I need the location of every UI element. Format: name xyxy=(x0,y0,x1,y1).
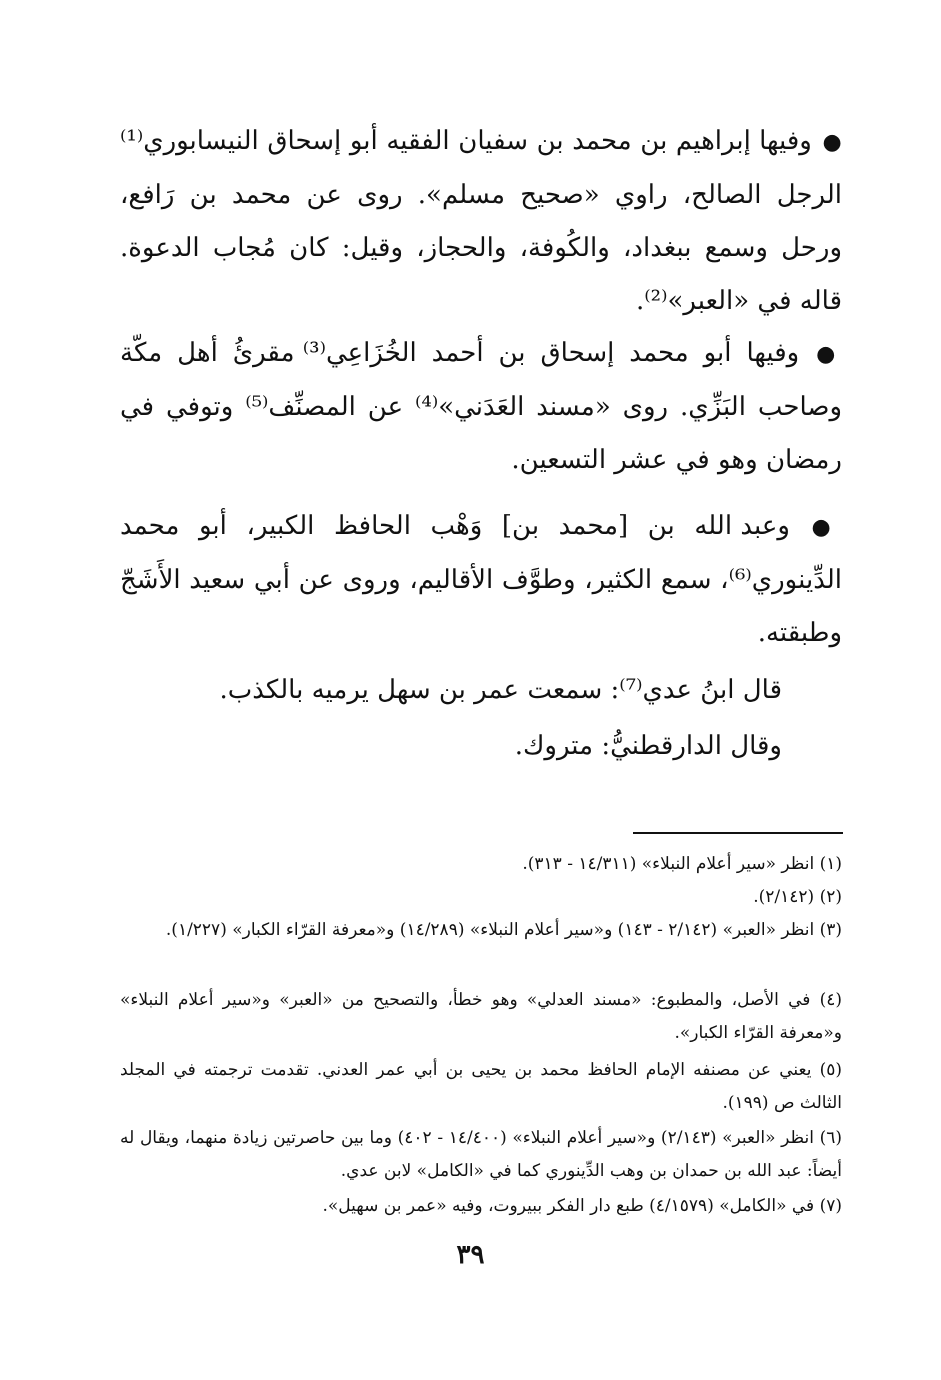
quote-daraqutni: وقال الدارقطنيُّ: متروك. xyxy=(514,731,782,761)
bullet-icon: ● xyxy=(811,515,842,540)
footnote-divider xyxy=(633,832,843,834)
paragraph-abdullah-dinawari xyxy=(120,500,842,660)
page-number: ٣٩ xyxy=(456,1240,485,1270)
footnote-7: (٧) في «الكامل» (٤/١٥٧٩) طبع دار الفكر ببيروت، وفيه «عمر بن سهيل». xyxy=(322,1196,842,1216)
paragraph-ibrahim-nishapuri xyxy=(120,115,842,328)
footnote-4: (٤) في الأصل، والمطبوع: «مسند العدلي» وهو خطأ، والتصحيح من «العبر» و«سير أعلام النبلاء» و«معرفة القرّاء الكبار». xyxy=(120,990,842,1043)
paragraph-text: وفيها إبراهيم بن محمد بن سفيان الفقيه أبو إسحاق النيسابوري⁽¹⁾ الرجل الصالح، راوي «صحيح مسلم». روى عن محمد بن رَافع، ورحل وسمع ببغداد، والكُوفة، والحجاز، وقيل: كان مُجاب الدعوة. قاله في «العبر»⁽²⁾. xyxy=(120,126,842,316)
paragraph-text: وعبد الله بن [محمد بن] وَهْب الحافظ الكبير، أبو محمد الدِّينوري⁽⁶⁾، سمع الكثير، وطوَّف الأقاليم، وروى عن أبي سعيد الأَشَجّ وطبقته. xyxy=(120,511,842,648)
footnote-5: (٥) يعني عن مصنفه الإمام الحافظ محمد بن يحيى بن أبي عمر العدني. تقدمت ترجمته في المجلد الثالث ص (١٩٩). xyxy=(120,1060,842,1113)
footnote-2: (٢) (٢/١٤٢). xyxy=(753,887,842,907)
quote-ibn-adi: قال ابنُ عدي⁽⁷⁾: سمعت عمر بن سهل يرميه بالكذب. xyxy=(219,675,782,705)
bullet-icon: ● xyxy=(816,342,842,367)
paragraph-text: وفيها أبو محمد إسحاق بن أحمد الخُزَاعِي⁽³⁾ مقرئُ أهل مكّة وصاحب البَزِّي. روى «مسند العَدَني»⁽⁴⁾ عن المصنِّف⁽⁵⁾ وتوفي في رمضان وهو في عشر التسعين. xyxy=(120,338,842,475)
footnote-6: (٦) انظر «العبر» (٢/١٤٣) و«سير أعلام النبلاء» (١٤/٤٠٠ - ٤٠٢) وما بين حاصرتين زيادة منهما، ويقال له أيضاً: عبد الله بن حمدان بن وهب الدِّينوري كما في «الكامل» لابن عدي. xyxy=(120,1128,843,1181)
footnote-3: (٣) انظر «العبر» (٢/١٤٢ - ١٤٣) و«سير أعلام النبلاء» (١٤/٢٨٩) و«معرفة القرّاء الكبار» (١/٢٢٧). xyxy=(165,920,842,940)
footnote-1: (١) انظر «سير أعلام النبلاء» (١٤/٣١١ - ٣١٣). xyxy=(522,854,842,874)
bullet-icon: ● xyxy=(822,130,843,155)
paragraph-ishaq-khuzai xyxy=(120,327,842,487)
